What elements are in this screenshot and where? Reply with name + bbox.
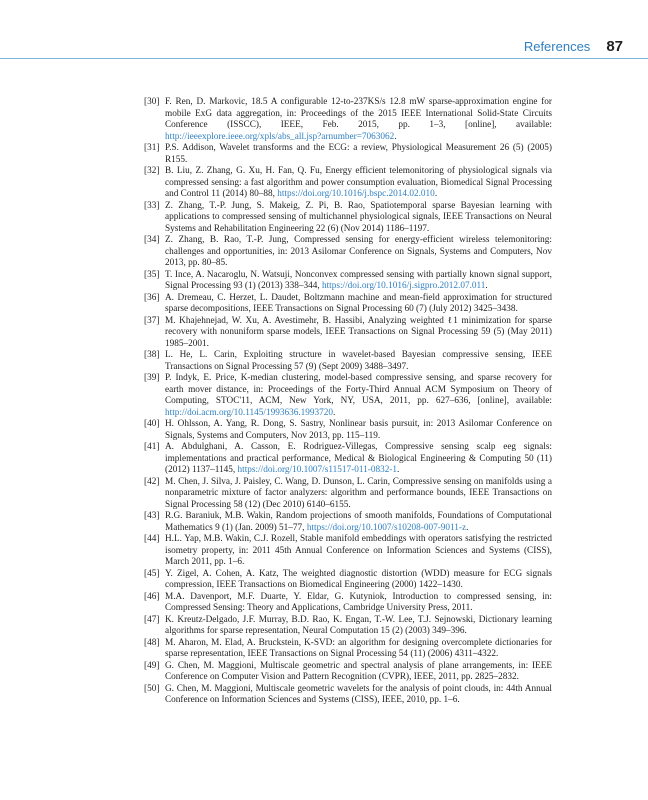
reference-number: [34] [144,235,160,245]
reference-item [144,477,552,512]
reference-number: [41] [144,442,160,452]
reference-number: [38] [144,350,160,360]
reference-number: [42] [144,476,160,487]
reference-link[interactable]: https://doi.org/10.1016/j.sigpro.2012.07.011 [321,281,486,291]
reference-text: P.S. Addison, Wavelet transforms and the ECG: a review, Physiological Measurement 26 (5) (2005) R155. [165,143,552,165]
reference-item [144,569,552,592]
reference-item: [35] T. Ince, A. Nacaroglu, N. Watsuji, Nonconvex compressed sensing with partially known signal support, Signal Processing 93 (1) (2013) 338–344, https://doi.org/10.1016/j.sigpro.2012.07.011. [144,269,552,291]
reference-link[interactable]: https://doi.org/10.1007/s10208-007-9011-z [306,522,467,533]
reference-number: [32] [144,166,160,176]
running-header-title: References [523,39,591,54]
reference-item [144,419,552,442]
reference-text: A. Abdulghani, A. Casson, E. Rodriguez-Villegas, Compressive sensing scalp eeg signals: implementations and practical performance, Medical & Biological Engineering & Computing 50 (11) (2012) 1137–1145, [165,442,552,475]
reference-item [144,534,552,569]
reference-number: [46] [144,591,160,602]
reference-link[interactable]: https://doi.org/10.1007/s11517-011-0832-1 [237,465,398,475]
reference-item [144,316,552,351]
reference-number: [50] [144,683,160,694]
reference-number: [35] [144,269,160,280]
reference-item [144,661,552,684]
reference-number: [45] [144,568,160,579]
reference-text: M. Aharon, M. Elad, A. Bruckstein, K-SVD: an algorithm for designing overcomplete dictionaries for sparse representation, IEEE Transactions on Signal Processing 54 (11) (2006) 4311–4322. [165,637,552,659]
reference-item: [43] R.G. Baraniuk, M.B. Wakin, Random projections of smooth manifolds, Foundations of Computational Mathematics 9 (1) (Jan. 2009) 51–77, https://doi.org/10.1007/s10208-007-9011-z. [144,511,552,533]
reference-item [144,143,552,166]
reference-text: T. Ince, A. Nacaroglu, N. Watsuji, Nonconvex compressed sensing with partially known signal support, Signal Processing 93 (1) (2013) 338–344, [165,269,552,291]
reference-number: [33] [144,200,160,211]
reference-text: Y. Zigel, A. Cohen, A. Katz, The weighted diagnostic distortion (WDD) measure for ECG signals compression, IEEE Transactions on Biomedical Engineering (2000) 1422–1430. [165,568,552,590]
reference-item [144,350,552,373]
reference-text: Z. Zhang, T.-P. Jung, S. Makeig, Z. Pi, B. Rao, Spatiotemporal sparse Bayesian learning with applications to compressed sensing of multichannel physiological signals, IEEE Transactions on Neural Systems and Rehabilitation Engineering 22 (6) (Nov 2014) 1186–1197. [165,200,552,234]
reference-number: [49] [144,660,160,671]
page-number: 87 [606,38,623,55]
reference-text: L. He, L. Carin, Exploiting structure in wavelet-based Bayesian compressive sensing, IEEE Transactions on Signal Processing 57 (9) (Sept 2009) 3488–3497. [165,350,552,372]
reference-item: [39] P. Indyk, E. Price, K-median clustering, model-based compressive sensing, and sparse recovery for earth mover distance, in: Proceedings of the Forty-Third Annual ACM Symposium on Theory of Computing, STOC'11, ACM, New York, NY, USA, 2011, pp. 627–636, [online], available: http://doi.acm.org/10.1145/1993636.1993720. [144,373,552,418]
reference-item [144,592,552,615]
reference-text: G. Chen, M. Maggioni, Multiscale geometric and spectral analysis of plane arrangements, in: IEEE Conference on Computer Vision and Pattern Recognition (CVPR), IEEE, 2011, pp. 2825–2832. [165,660,552,682]
reference-item [144,235,552,270]
reference-number: [40] [144,419,160,429]
reference-number: [30] [144,97,160,107]
reference-text: Z. Zhang, B. Rao, T.-P. Jung, Compressed sensing for energy-efficient wireless telemonitoring: challenges and opportunities, in: 2013 Asilomar Conference on Signals, Systems and Computers, Nov 2013, pp. 80–85. [165,235,552,268]
reference-text: A. Dremeau, C. Herzet, L. Daudet, Boltzmann machine and mean-field approximation for structured sparse decompositions, IEEE Transactions on Signal Processing 60 (7) (July 2012) 3425–3438. [165,292,552,314]
reference-text: M. Khajehnejad, W. Xu, A. Avestimehr, B. Hassibi, Analyzing weighted ℓ1 minimization for sparse recovery with nonuniform sparse models, IEEE Transactions on Signal Processing 59 (5) (May 2011) 1985–2001. [165,315,552,349]
reference-text: K. Kreutz-Delgado, J.F. Murray, B.D. Rao, K. Engan, T.-W. Lee, T.J. Sejnowski, Dictionary learning algorithms for sparse representation, Neural Computation 15 (2) (2003) 349–396. [165,614,552,636]
reference-link[interactable]: https://doi.org/10.1016/j.bspc.2014.02.010 [277,189,435,199]
reference-text: H. Ohlsson, A. Yang, R. Dong, S. Sastry, Nonlinear basis pursuit, in: 2013 Asilomar Conference on Signals, Systems and Computers, Nov 2013, pp. 115–119. [165,419,552,441]
reference-item [144,638,552,661]
reference-item: [41] A. Abdulghani, A. Casson, E. Rodriguez-Villegas, Compressive sensing scalp eeg signals: implementations and practical performance, Medical & Biological Engineering & Computing 50 (11) (2012) 1137–1145, https://doi.org/10.1007/s11517-011-0832-1. [144,442,552,475]
reference-text: P. Indyk, E. Price, K-median clustering, model-based compressive sensing, and sparse recovery for earth mover distance, in: Proceedings of the Forty-Third Annual ACM Symposium on Theory of Computing, STOC'11, ACM, New York, NY, USA, 2011, pp. 627–636, [online], available: [165,373,552,406]
reference-number: [44] [144,534,160,544]
reference-number: [43] [144,511,160,521]
reference-number: [48] [144,637,160,648]
reference-text: B. Liu, Z. Zhang, G. Xu, H. Fan, Q. Fu, Energy efficient telemonitoring of physiological signals via compressed sensing: a fast algorithm and power consumption evaluation, Biomedical Signal Processing and Control 11 (2014) 80–88, [165,166,552,199]
reference-link[interactable]: http://doi.acm.org/10.1145/1993636.1993720 [165,407,334,418]
reference-item [144,684,552,707]
reference-number: [47] [144,614,160,625]
reference-text: H.L. Yap, M.B. Wakin, C.J. Rozell, Stable manifold embeddings with operators satisfying the restricted isometry property, in: 2011 45th Annual Conference on Information Sciences and Systems (CISS), March 2011, pp. 1–6. [165,534,552,567]
reference-text: M.A. Davenport, M.F. Duarte, Y. Eldar, G. Kutyniok, Introduction to compressed sensing, in: Compressed Sensing: Theory and Applications, Cambridge University Press, 2011. [165,591,552,613]
reference-number: [36] [144,292,160,303]
reference-text: R.G. Baraniuk, M.B. Wakin, Random projections of smooth manifolds, Foundations of Computational Mathematics 9 (1) (Jan. 2009) 51–77, [165,511,552,533]
reference-item: [32] B. Liu, Z. Zhang, G. Xu, H. Fan, Q. Fu, Energy efficient telemonitoring of physiological signals via compressed sensing: a fast algorithm and power consumption evaluation, Biomedical Signal Processing and Control 11 (2014) 80–88, https://doi.org/10.1016/j.bspc.2014.02.010. [144,166,552,199]
reference-list [144,97,552,707]
reference-item [144,615,552,638]
reference-text: M. Chen, J. Silva, J. Paisley, C. Wang, D. Dunson, L. Carin, Compressive sensing on manifolds using a nonparametric mixture of factor analyzers: algorithm and performance bounds, IEEE Transactions on Signal Processing 58 (12) (Dec 2010) 6140–6155. [165,476,552,510]
reference-number: [31] [144,143,160,153]
reference-number: [39] [144,373,160,383]
reference-link[interactable]: http://ieeexplore.ieee.org/xpls/abs_all.jsp?arnumber=7063062 [165,131,395,142]
reference-item [144,201,552,236]
reference-item [144,293,552,316]
reference-item: [30] F. Ren, D. Markovic, 18.5 A configurable 12-to-237KS/s 12.8 mW sparse-approximation engine for mobile ExG data aggregation, in: Proceedings of the 2015 IEEE International Solid-State Circuits Conference (ISSCC), IEEE, Feb. 2015, pp. 1–3, [online], available: http://ieeexplore.ieee.org/xpls/abs_all.jsp?arnumber=7063062. [144,97,552,142]
reference-text: G. Chen, M. Maggioni, Multiscale geometric wavelets for the analysis of point clouds, in: 44th Annual Conference on Information Sciences and Systems (CISS), IEEE, 2010, pp. 1–6. [165,683,552,705]
page-header [0,38,623,56]
reference-text: F. Ren, D. Markovic, 18.5 A configurable 12-to-237KS/s 12.8 mW sparse-approximation engine for mobile ExG data aggregation, in: Proceedings of the 2015 IEEE International Solid-State Circuits Conference (ISSCC), IEEE, Feb. 2015, pp. 1–3, [online], available: [165,97,552,130]
header-rule [0,58,648,59]
reference-number: [37] [144,315,160,326]
